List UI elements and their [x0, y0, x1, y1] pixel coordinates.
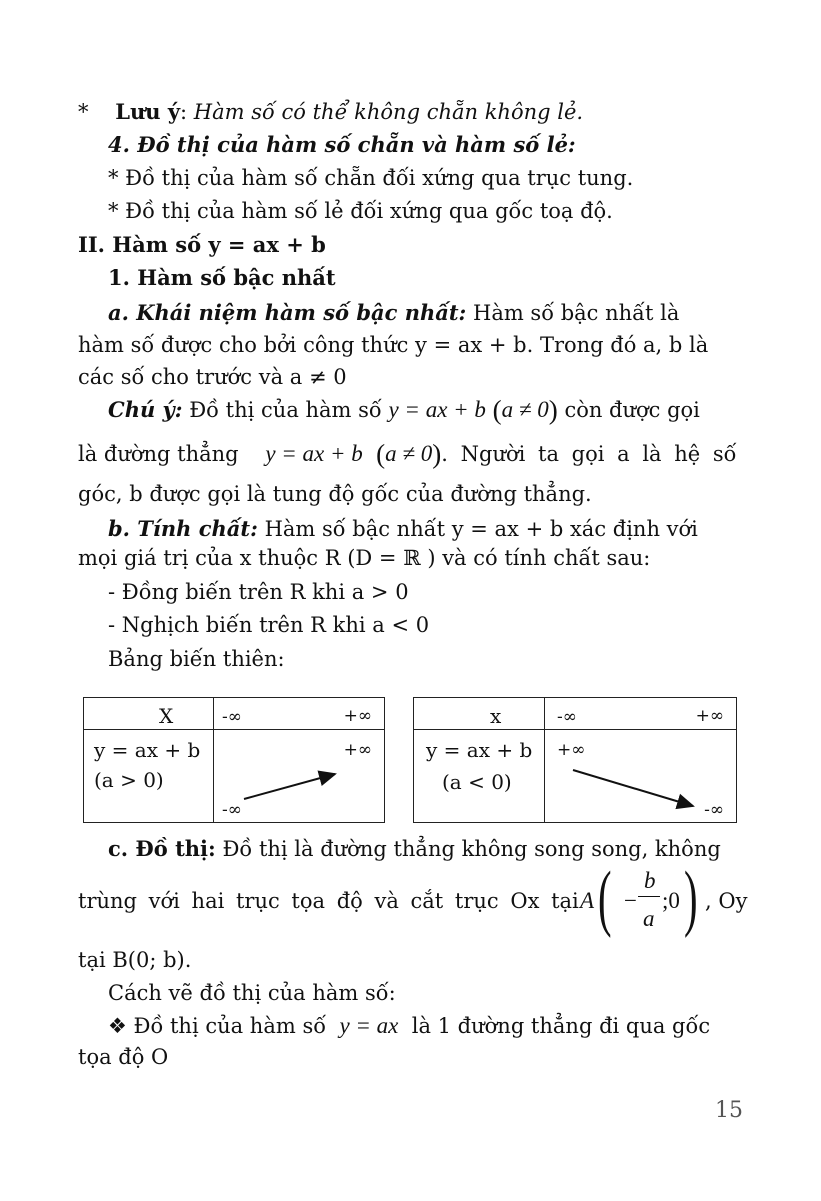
- section-1-heading: 1. Hàm số bậc nhất: [108, 265, 336, 290]
- graph-line-2: trùng với hai trục tọa độ và cắt trục Ox tại: [78, 889, 579, 913]
- func-label-left: y = ax + b: [94, 738, 201, 762]
- bullet-line-1: ❖ Đồ thị của hàm số y = ax là 1 đường thẳng đi qua gốc: [108, 1013, 711, 1038]
- page-number: 15: [715, 1098, 743, 1123]
- definition-line-1: a. Khái niệm hàm số bậc nhất: Hàm số bậc nhất là: [108, 300, 680, 325]
- bullet-line-2: tọa độ O: [78, 1045, 169, 1069]
- note2-label: Chú ý:: [108, 397, 183, 422]
- graph-label: c. Đồ thị:: [108, 836, 216, 861]
- note-line: * Lưu ý: Hàm số có thể không chẵn không lẻ.: [78, 99, 584, 124]
- math-y-ax-b: y = ax + b: [388, 397, 486, 422]
- note-star: *: [78, 100, 89, 124]
- start-top-right: +∞: [557, 740, 586, 760]
- graph-line-1: c. Đồ thị: Đồ thị là đường thẳng không song song, không: [108, 836, 721, 861]
- cond-label-right: (a < 0): [442, 770, 512, 794]
- property-line-1: b. Tính chất: Hàm số bậc nhất y = ax + b xác định với: [108, 516, 698, 541]
- func-label-right: y = ax + b: [426, 738, 533, 762]
- end-bottom-left: -∞: [222, 800, 242, 820]
- header-x-right: x: [490, 704, 502, 728]
- variation-table-increasing: [83, 697, 385, 823]
- definition-line-3: các số cho trước và a ≠ 0: [78, 365, 347, 389]
- increasing-arrow: [214, 730, 386, 823]
- note-text: Hàm số có thể không chẵn không lẻ.: [193, 100, 584, 124]
- property-label: b. Tính chất:: [108, 516, 258, 541]
- variation-table-decreasing: [413, 697, 737, 823]
- variation-table-title: Bảng biến thiên:: [108, 647, 285, 671]
- math-y-ax: y = ax: [339, 1013, 399, 1038]
- note2-line-1: Chú ý: Đồ thị của hàm số y = ax + b (a ≠ 0) còn được gọi: [108, 395, 700, 425]
- section-4-heading: 4. Đồ thị của hàm số chẵn và hàm số lẻ:: [108, 132, 576, 157]
- odd-function-line: * Đồ thị của hàm số lẻ đối xứng qua gốc toạ độ.: [108, 199, 613, 223]
- neg-inf-header-left: -∞: [222, 707, 242, 727]
- end-bottom-right: -∞: [704, 800, 724, 820]
- end-top-left: +∞: [343, 740, 372, 760]
- math-a-ne-0: a ≠ 0: [501, 397, 549, 422]
- property-line-2: mọi giá trị của x thuộc R (D = ℝ ) và có tính chất sau:: [78, 546, 651, 570]
- note2-line-3: góc, b được gọi là tung độ gốc của đường thẳng.: [78, 482, 592, 506]
- cond-label-left: (a > 0): [94, 768, 164, 792]
- note2-line-2: là đường thẳng y = ax + b (a ≠ 0). Người ta gọi a là hệ số: [78, 439, 737, 469]
- graph-oy-text: , Oy: [705, 889, 748, 913]
- point-a-formula: A ( − b a ;0 ): [580, 857, 698, 939]
- decreasing-arrow: [545, 730, 737, 823]
- section-ii-heading: II. Hàm số y = ax + b: [78, 232, 326, 257]
- note-label: Lưu ý: [115, 99, 181, 124]
- pos-inf-header-left: +∞: [343, 706, 372, 726]
- definition-line-2: hàm số được cho bởi công thức y = ax + b. Trong đó a, b là: [78, 333, 709, 357]
- definition-label: a. Khái niệm hàm số bậc nhất:: [108, 300, 467, 325]
- increasing-line: - Đồng biến trên R khi a > 0: [108, 580, 409, 604]
- decreasing-line: - Nghịch biến trên R khi a < 0: [108, 613, 430, 637]
- even-function-line: * Đồ thị của hàm số chẵn đối xứng qua trục tung.: [108, 166, 634, 190]
- header-x-left: X: [159, 704, 174, 728]
- neg-inf-header-right: -∞: [557, 707, 577, 727]
- pos-inf-header-right: +∞: [695, 706, 724, 726]
- howto-line: Cách vẽ đồ thị của hàm số:: [108, 981, 396, 1005]
- graph-line-3: tại B(0; b).: [78, 948, 192, 972]
